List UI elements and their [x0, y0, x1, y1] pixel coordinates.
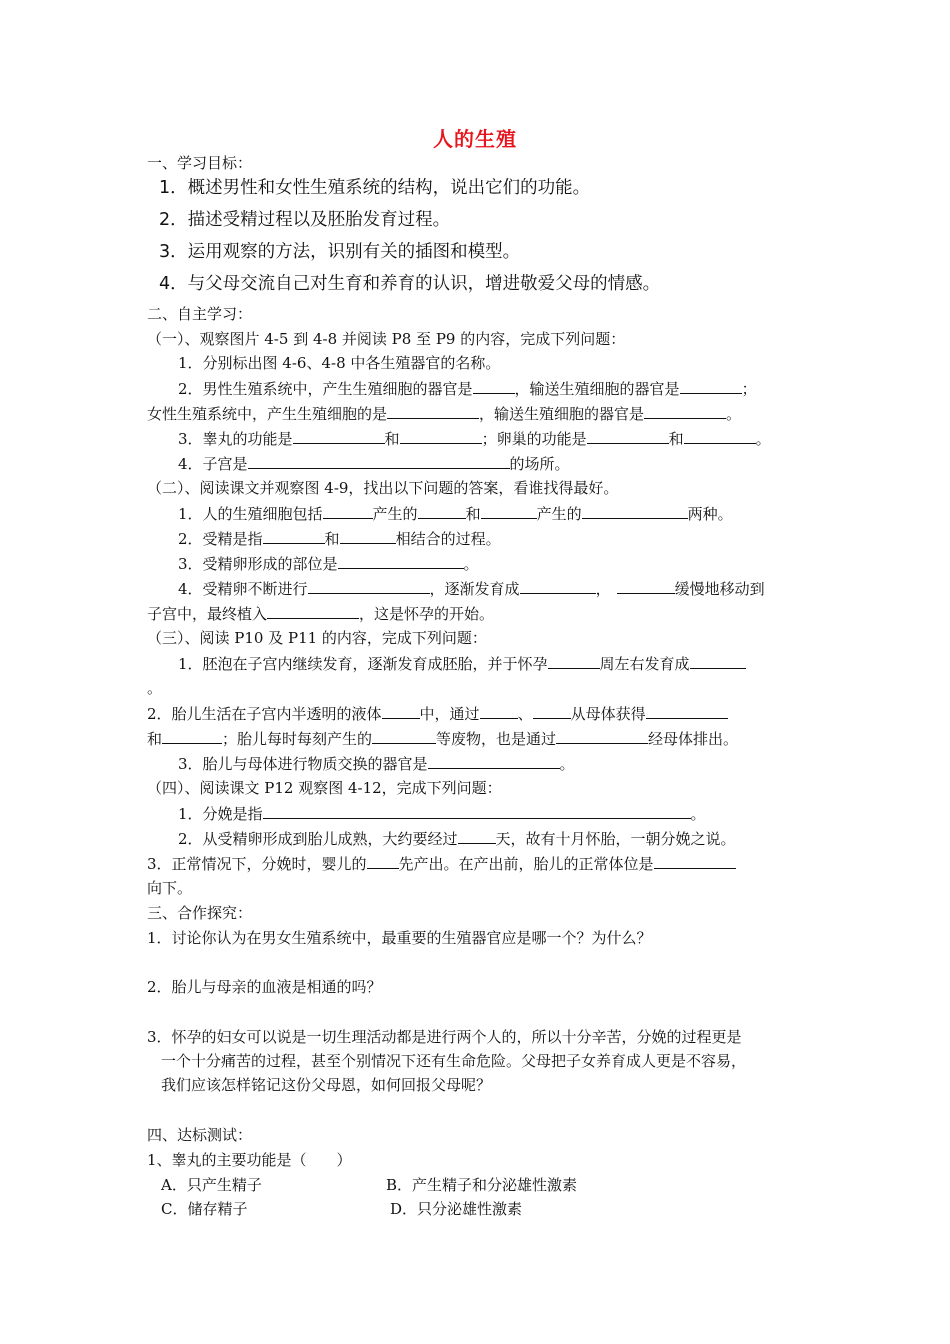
part-1-intro: （一）、观察图片 4-5 到 4-8 并阅读 P8 至 P9 的内容，完成下列问题：: [147, 330, 626, 348]
part-4-q3-line2: 向下。: [147, 879, 193, 897]
q-text: 、: [517, 705, 533, 723]
answer-blank[interactable]: [617, 578, 675, 594]
q-text: 1．人的生殖细胞包括: [178, 505, 323, 523]
part-1-q2-line1: [178, 378, 757, 399]
q-text: 从母体获得: [570, 705, 646, 723]
answer-blank[interactable]: [654, 853, 736, 869]
q-text: ；: [741, 380, 757, 398]
q-text: 。: [463, 555, 479, 573]
answer-blank[interactable]: [458, 828, 496, 844]
q-text: 2．受精是指: [178, 530, 263, 548]
q-text: 产生的: [536, 505, 582, 523]
q-text: 两种。: [687, 505, 733, 523]
answer-blank[interactable]: [556, 728, 648, 744]
part-1-q1: 1．分别标出图 4-6、4-8 中各生殖器官的名称。: [178, 354, 501, 372]
explore-q3-line3: 我们应该怎样铭记这份父母恩，如何回报父母呢？: [161, 1076, 492, 1094]
q-text: 3．受精卵形成的部位是: [178, 555, 338, 573]
part-2-q1: [178, 503, 733, 524]
q-text: 4．受精卵不断进行: [178, 580, 308, 598]
q-text: 。: [559, 755, 575, 773]
part-2-intro: （二）、阅读课文并观察图 4-9，找出以下问题的答案，看谁找得最好。: [147, 479, 619, 497]
q-text: 相结合的过程。: [395, 530, 501, 548]
goal-2: 2．描述受精过程以及胚胎发育过程。: [159, 210, 451, 230]
answer-blank[interactable]: [646, 703, 728, 719]
explore-q3-line2: 一个十分痛苦的过程，甚至个别情况下还有生命危险。父母把子女养育成人更是不容易，: [161, 1052, 747, 1070]
q-text: 子宫中，最终植入: [147, 605, 268, 623]
q-text: 等废物，也是通过: [436, 730, 557, 748]
part-3-q1-line2: 。: [147, 679, 163, 697]
answer-blank[interactable]: [372, 728, 436, 744]
answer-blank[interactable]: [582, 503, 688, 519]
explore-q3-line1: 3．怀孕的妇女可以说是一切生理活动都是进行两个人的，所以十分辛苦，分娩的过程更是: [147, 1028, 742, 1046]
q-text: 1．分娩是指: [178, 805, 263, 823]
answer-blank[interactable]: [293, 428, 385, 444]
q-text: ，输送生殖细胞的器官是: [514, 380, 680, 398]
answer-blank[interactable]: [400, 428, 482, 444]
part-3-q1-line1: [178, 653, 746, 674]
q-text: 。: [726, 405, 742, 423]
q-text: 中，通过: [419, 705, 480, 723]
part-2-q2: [178, 528, 501, 549]
answer-blank[interactable]: [533, 703, 571, 719]
goal-3: 3．运用观察的方法，识别有关的插图和模型。: [159, 242, 521, 262]
part-2-q3: [178, 553, 479, 574]
part-4-intro: （四）、阅读课文 P12 观察图 4-12，完成下列问题：: [147, 779, 502, 797]
answer-blank[interactable]: [473, 378, 515, 394]
q-text: 和: [465, 505, 481, 523]
part-3-intro: （三）、阅读 P10 及 P11 的内容，完成下列问题：: [147, 629, 487, 647]
answer-blank[interactable]: [690, 653, 746, 669]
q-text: ，输送生殖细胞的器官是: [479, 405, 645, 423]
part-2-q4-line1: [178, 578, 765, 599]
q-text: 缓慢地移动到: [674, 580, 765, 598]
q-text: ，逐渐发育成: [429, 580, 520, 598]
explore-q2: 2．胎儿与母亲的血液是相通的吗？: [147, 978, 382, 996]
q-text: 先产出。在产出前，胎儿的正常体位是: [398, 855, 654, 873]
part-1-q4: [178, 453, 570, 474]
q-text: 周左右发育成: [599, 655, 690, 673]
part-3-q2-line1: [147, 703, 728, 724]
answer-blank[interactable]: [263, 803, 691, 819]
q-text: 和: [324, 530, 340, 548]
q-text: 天，故有十月怀胎，一朝分娩之说。: [495, 830, 736, 848]
part-2-q4-line2: [147, 603, 494, 624]
answer-blank[interactable]: [428, 753, 560, 769]
answer-blank[interactable]: [587, 428, 669, 444]
part-4-q1: [178, 803, 706, 824]
answer-blank[interactable]: [323, 503, 373, 519]
q-text: 2．男性生殖系统中，产生生殖细胞的器官是: [178, 380, 473, 398]
answer-blank[interactable]: [418, 503, 466, 519]
answer-blank[interactable]: [340, 528, 396, 544]
part-3-q2-line2: [147, 728, 738, 749]
answer-blank[interactable]: [548, 653, 600, 669]
answer-blank[interactable]: [338, 553, 464, 569]
test-q1: 1、睾丸的主要功能是（ ）: [147, 1151, 352, 1169]
answer-blank[interactable]: [162, 728, 222, 744]
q-text: 产生的: [372, 505, 418, 523]
q-text: 经母体排出。: [648, 730, 739, 748]
goal-1: 1．概述男性和女性生殖系统的结构，说出它们的功能。: [159, 178, 591, 198]
answer-blank[interactable]: [520, 578, 596, 594]
q-text: 。: [755, 430, 771, 448]
answer-blank[interactable]: [308, 578, 430, 594]
q-text: ；卵巢的功能是: [481, 430, 587, 448]
page-title: 人的生殖: [433, 127, 517, 151]
q-text: ，: [595, 580, 611, 598]
q-text: 2．从受精卵形成到胎儿成熟，大约要经过: [178, 830, 458, 848]
part-1-q2-line2: [147, 403, 741, 424]
q-text: 和: [147, 730, 163, 748]
q-text: 和: [384, 430, 400, 448]
q-text: 。: [690, 805, 706, 823]
answer-blank[interactable]: [387, 403, 479, 419]
section-1-heading: 一、学习目标：: [147, 154, 253, 172]
section-2-heading: 二、自主学习：: [147, 305, 253, 323]
part-3-q3: [178, 753, 575, 774]
test-q1-option-b[interactable]: B．产生精子和分泌雄性激素: [386, 1176, 578, 1194]
answer-blank[interactable]: [267, 603, 359, 619]
q-text: ；胎儿每时每刻产生的: [222, 730, 373, 748]
answer-blank[interactable]: [480, 703, 518, 719]
part-1-q3: [178, 428, 771, 449]
answer-blank[interactable]: [367, 853, 399, 869]
answer-blank[interactable]: [684, 428, 756, 444]
part-4-q3-line1: [147, 853, 736, 874]
answer-blank[interactable]: [644, 403, 726, 419]
answer-blank[interactable]: [248, 453, 510, 469]
test-q1-option-c[interactable]: C．储存精子: [161, 1200, 248, 1218]
test-q1-option-a[interactable]: A．只产生精子: [161, 1176, 262, 1194]
section-4-heading: 四、达标测试：: [147, 1126, 253, 1144]
q-text: 3．睾丸的功能是: [178, 430, 293, 448]
q-text: 1．胚泡在子宫内继续发育，逐渐发育成胚胎，并于怀孕: [178, 655, 548, 673]
q-text: 的场所。: [509, 455, 570, 473]
q-text: 4．子宫是: [178, 455, 248, 473]
explore-q1: 1．讨论你认为在男女生殖系统中，最重要的生殖器官应是哪一个？为什么？: [147, 929, 652, 947]
answer-blank[interactable]: [481, 503, 537, 519]
q-text: 2．胎儿生活在子宫内半透明的液体: [147, 705, 382, 723]
q-text: 和: [668, 430, 684, 448]
q-text: 3．正常情况下，分娩时，婴儿的: [147, 855, 367, 873]
section-3-heading: 三、合作探究：: [147, 904, 253, 922]
answer-blank[interactable]: [382, 703, 420, 719]
q-text: ，这是怀孕的开始。: [359, 605, 495, 623]
test-q1-option-d[interactable]: D．只分泌雄性激素: [390, 1200, 523, 1218]
q-text: 女性生殖系统中，产生生殖细胞的是: [147, 405, 388, 423]
q-text: 3．胎儿与母体进行物质交换的器官是: [178, 755, 428, 773]
part-4-q2: [178, 828, 736, 849]
answer-blank[interactable]: [263, 528, 325, 544]
goal-4: 4．与父母交流自己对生育和养育的认识，增进敬爱父母的情感。: [159, 274, 661, 294]
answer-blank[interactable]: [680, 378, 742, 394]
